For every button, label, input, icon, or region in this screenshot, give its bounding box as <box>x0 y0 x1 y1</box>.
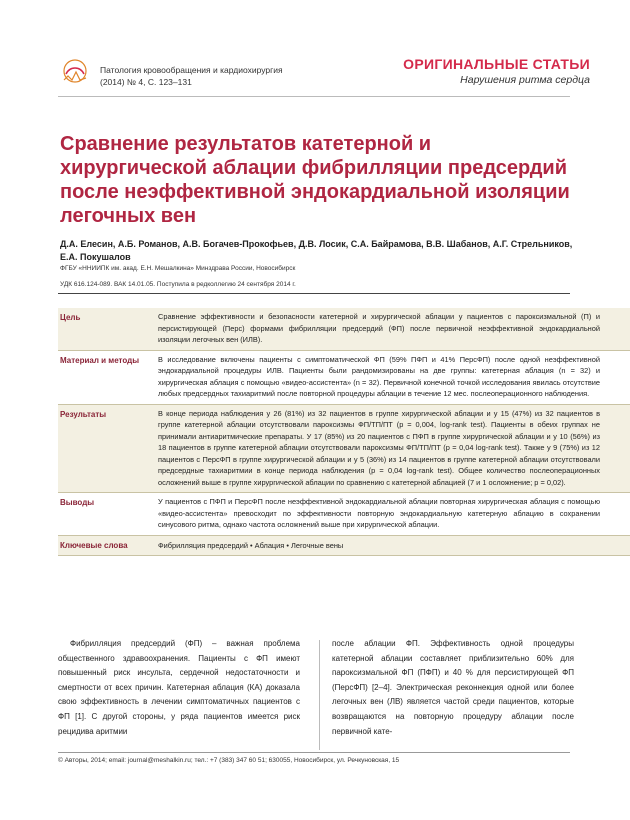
keyword: Легочные вены <box>291 540 344 550</box>
journal-name: Патология кровообращения и кардиохирургия <box>100 65 283 75</box>
abstract-label: Цель <box>60 313 81 322</box>
body-column-right: после аблации ФП. Эффективность одной процедуры катетерной аблации составляет приблизительно 60% для пароксизмальной ФП (ПФП) и 40 % для персистирующей ФП (ПерсФП) [2–4]. Электрическая реконнекция одной или более легочных вен (ЛВ) является частой среди пациентов, которые возвращаются на повторную процедуру аблации после первичной кате- <box>332 639 574 736</box>
abstract-label: Материал и методы <box>60 355 140 365</box>
journal-issue: (2014) № 4, С. 123–131 <box>100 77 192 87</box>
section-subtitle: Нарушения ритма сердца <box>460 74 590 86</box>
article-udk: УДК 616.124-089. ВАК 14.01.05. Поступила в редколлегию 24 сентября 2014 г. <box>60 281 296 288</box>
abstract-label: Выводы <box>60 498 95 507</box>
keyword: Аблация <box>254 540 285 550</box>
keywords-row <box>58 536 630 557</box>
journal-info <box>100 64 283 88</box>
abstract-row-methods <box>58 351 630 405</box>
abstract <box>58 308 630 556</box>
article-authors: Д.А. Елесин, А.Б. Романов, А.В. Богачев-Прокофьев, Д.В. Лосик, С.А. Байрамова, В.В. Шабанов, А.Г. Стрельников, Е.А. Покушалов <box>60 239 573 262</box>
abstract-row-conclusions <box>58 493 630 536</box>
body-column-left: Фибрилляция предсердий (ФП) – важная проблема общественного здравоохранения. Пациенты с ФП имеют повышенный риск инсульта, сердечной недостаточности и смертности от всех причин. Катетерная аблация (КА) доказала свою эффективность в лечении симптоматичных пациентов с ФП [1]. С другой стороны, у ряда пациентов имеется риск рецидива аритмии <box>58 639 300 736</box>
header-divider <box>58 96 570 97</box>
keywords-list <box>158 536 630 556</box>
abstract-row-aim <box>58 308 630 351</box>
keyword-separator: • <box>250 540 253 550</box>
keywords-label: Ключевые слова <box>60 540 128 550</box>
section-title: ОРИГИНАЛЬНЫЕ СТАТЬИ <box>403 56 590 72</box>
keyword-separator: • <box>286 540 289 550</box>
article-affiliation: ФГБУ «ННИИПК им. акад. Е.Н. Мешалкина» Минздрава России, Новосибирск <box>60 265 296 272</box>
abstract-text: В конце периода наблюдения у 26 (81%) из 32 пациентов в группе хирургической аблации и у 15 (47%) из 32 пациентов в группе катетерной аблации отсутствовали пароксизмы ФП/ТП/ПТ (p = 0,004, log-rank test). Пациенты в обеих группах не принимали антиаритмические препараты. У 17 (85%) из 20 пациентов с ПФП в группе хирургической аблации и у 10 (56%) из 18 пациентов в группе катетерной аблации отсутствовали пароксизмы ФП/ТП/ПТ (p = 0,04 log-rank test). Также у 9 (75%) из 12 пациентов с ПерсФП в группе хирургической аблации и у 5 (36%) из 14 пациентов в группе катетерной аблации отсутствовали предсердные тахиаритмии в конце периода наблюдения (p = 0,04 log-rank test). Общее количество послеоперационных осложнений выше в группе хирургической аблации по сравнению с катетерной аблацией (7 и 1 осложнение; p = 0,02). <box>158 408 600 487</box>
column-divider <box>319 640 320 750</box>
footer-divider <box>58 752 570 753</box>
footer-text: © Авторы, 2014; email: journal@meshalkin.ru; тел.: +7 (383) 347 60 51; 630055, Новосибирск, ул. Речкуновская, 15 <box>58 757 400 764</box>
abstract-row-results <box>58 405 630 494</box>
keyword: Фибрилляция предсердий <box>158 540 248 550</box>
udk-divider <box>58 293 570 294</box>
abstract-text: У пациентов с ПФП и ПерсФП после неэффективной эндокардиальной аблации повторная хирургическая аблация с помощью «видео-ассистента» превосходит по эффективности повторную эндокардиальную катетерную аблацию в сохранении синусового ритма, однако частота осложнений выше при хирургической аблации. <box>158 497 600 529</box>
abstract-text: В исследование включены пациенты с симптоматической ФП (59% ПФП и 41% ПерсФП) после одной неэффективной эндокардиальной процедуры ИЛВ. Пациенты были рандомизированы на две группы: катетерная аблация (n = 32) и хирургическая аблация с помощью «видео-ассистента» (n = 32). Первичной конечной точкой исследования явилась отсутствие любых предсердных тахиаритмий после повторной процедуры аблации в течение 12 мес. послеоперационного наблюдения. <box>158 354 600 398</box>
abstract-text: Сравнение эффективности и безопасности катетерной и хирургической аблации у пациентов с пароксизмальной (П) и персистирующей (Перс) формами фибрилляции предсердий (ФП) после первичной неэффективной эндокардиальной изоляции легочных вен (ИЛВ). <box>158 312 600 344</box>
section-header <box>403 56 590 86</box>
abstract-label: Результаты <box>60 409 107 419</box>
journal-logo-icon <box>58 58 92 88</box>
article-title: Сравнение результатов катетерной и хирургической аблации фибрилляции предсердий после неэффективной эндокардиальной изоляции легочных вен <box>60 133 570 227</box>
